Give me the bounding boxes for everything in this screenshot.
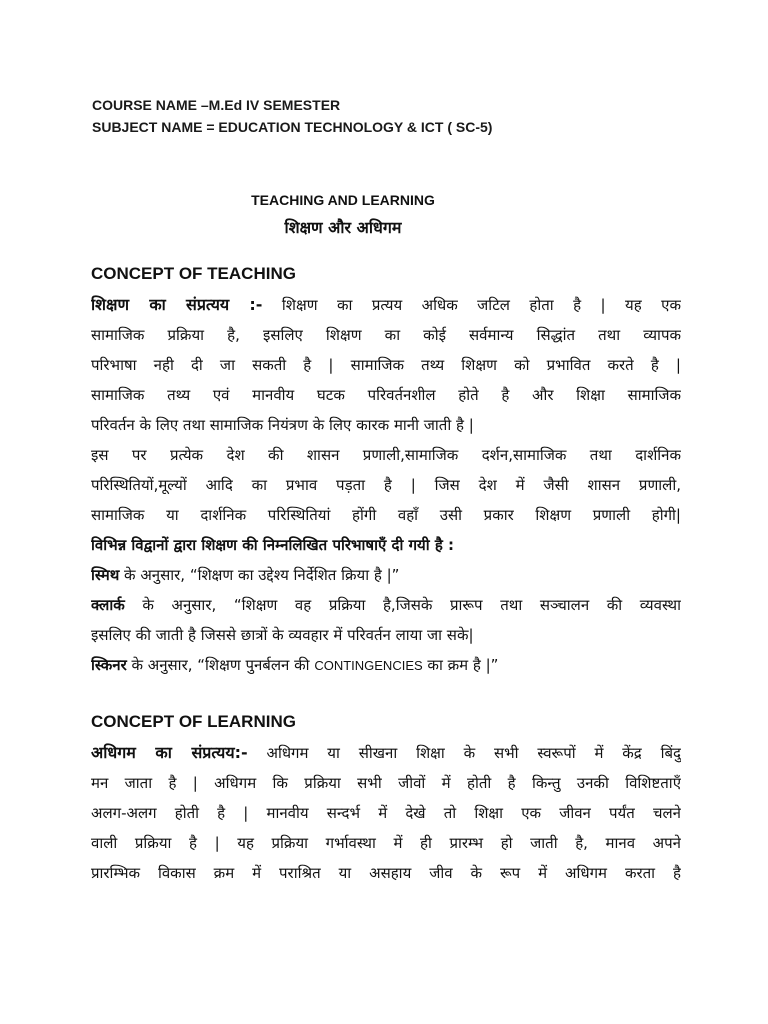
- teaching-line-7: परिस्थितियों,मूल्यों आदि का प्रभाव पड़ता है | जिस देश में जैसी शासन प्रणाली,: [91, 476, 681, 494]
- title-hindi: शिक्षण और अधिगम: [284, 218, 402, 237]
- definitions-heading: विभिन्न विद्वानों द्वारा शिक्षण की निम्नलिखित परिभाषाएँ दी गयी है :: [91, 536, 455, 554]
- skinner-contingencies: CONTINGENCIES: [314, 658, 423, 673]
- definition-smith: स्मिथ के अनुसार, “शिक्षण का उद्देश्य निर्देशित क्रिया है |”: [91, 566, 400, 584]
- teaching-line-3: परिभाषा नही दी जा सकती है | सामाजिक तथ्य शिक्षण को प्रभावित करते है |: [91, 356, 681, 374]
- learning-heading: CONCEPT OF LEARNING: [91, 712, 296, 731]
- learning-lead: अधिगम का संप्रत्यय:-: [91, 743, 248, 762]
- teaching-heading: CONCEPT OF TEACHING: [91, 264, 296, 283]
- teaching-line-2: सामाजिक प्रक्रिया है, इसलिए शिक्षण का कोई सर्वमान्य सिद्धांत तथा व्यापक: [91, 326, 681, 344]
- teaching-line-8: सामाजिक या दार्शनिक परिस्थितियां होंगी वहाँ उसी प्रकार शिक्षण प्रणाली होगी|: [91, 506, 681, 524]
- teaching-lead: शिक्षण का संप्रत्यय :-: [91, 295, 263, 314]
- skinner-name: स्किनर: [91, 656, 127, 674]
- teaching-line-5: परिवर्तन के लिए तथा सामाजिक नियंत्रण के लिए कारक मानी जाती है |: [91, 416, 474, 434]
- course-info: [92, 94, 492, 138]
- definition-clark: क्लार्क के अनुसार, “शिक्षण वह प्रक्रिया है,जिसके प्रारूप तथा सञ्चालन की व्यवस्था: [91, 596, 681, 614]
- clark-name: क्लार्क: [91, 596, 125, 614]
- title-english: TEACHING AND LEARNING: [251, 192, 435, 208]
- teaching-line-4: सामाजिक तथ्य एवं मानवीय घटक परिवर्तनशील होते है और शिक्षा सामाजिक: [91, 386, 681, 404]
- smith-name: स्मिथ: [91, 566, 120, 584]
- learning-line-4: वाली प्रक्रिया है | यह प्रक्रिया गर्भावस्था में ही प्रारम्भ हो जाती है, मानव अपने: [91, 834, 681, 852]
- learning-line-3: अलग-अलग होती है | मानवीय सन्दर्भ में देखे तो शिक्षा एक जीवन पर्यंत चलने: [91, 804, 681, 822]
- learning-line-2: मन जाता है | अधिगम कि प्रक्रिया सभी जीवों में होती है किन्तु उनकी विशिष्टताएँ: [91, 774, 681, 792]
- definition-skinner: स्किनर के अनुसार, “शिक्षण पुनर्बलन की CONTINGENCIES का क्रम है |”: [91, 656, 499, 674]
- learning-paragraph: [91, 738, 681, 888]
- learning-line-5: प्रारम्भिक विकास क्रम में पराश्रित या असहाय जीव के रूप में अधिगम करता है: [91, 864, 681, 882]
- teaching-line-1: शिक्षण का संप्रत्यय :- शिक्षण का प्रत्यय अधिक जटिल होता है | यह एक: [91, 295, 681, 314]
- learning-line-1: अधिगम का संप्रत्यय:- अधिगम या सीखना शिक्षा के सभी स्वरूपों में केंद्र बिंदु: [91, 743, 681, 762]
- teaching-paragraph: [91, 290, 681, 680]
- subject-name: SUBJECT NAME = EDUCATION TECHNOLOGY & ICT ( SC-5): [92, 119, 493, 135]
- course-name: COURSE NAME –M.Ed IV SEMESTER: [92, 97, 341, 113]
- teaching-line-6: इस पर प्रत्येक देश की शासन प्रणाली,सामाजिक दर्शन,सामाजिक तथा दार्शनिक: [91, 446, 681, 464]
- definition-clark-cont: इसलिए की जाती है जिससे छात्रों के व्यवहार में परिवर्तन लाया जा सके|: [91, 626, 474, 644]
